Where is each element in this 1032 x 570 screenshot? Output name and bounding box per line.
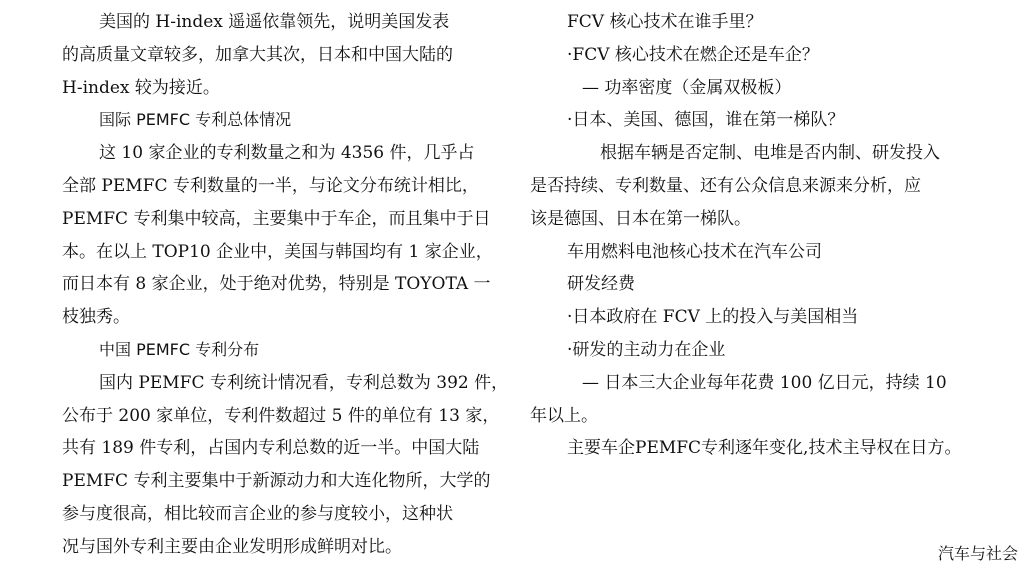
bullet-item: ·日本、美国、德国，谁在第一梯队？ bbox=[567, 110, 845, 131]
paragraph-line: PEMFC 专利集中较高，主要集中于车企，而且集中于日 bbox=[62, 208, 491, 229]
paragraph-line: 参与度很高，相比较而言企业的参与度较小，这种状 bbox=[62, 503, 453, 524]
paragraph-line: 车用燃料电池核心技术在汽车公司 bbox=[567, 241, 822, 262]
paragraph-line: 研发经费 bbox=[567, 274, 635, 295]
sub-bullet-item: — 功率密度（金属双极板） bbox=[582, 77, 792, 98]
paragraph-line: 是否持续、专利数量、还有公众信息来源来分析，应 bbox=[530, 175, 921, 196]
paragraph-line: 枝独秀。 bbox=[62, 307, 130, 328]
paragraph-line: 年以上。 bbox=[530, 405, 598, 426]
right-text-column bbox=[530, 6, 970, 465]
paragraph-line: 的高质量文章较多，加拿大其次，日本和中国大陆的 bbox=[62, 44, 453, 65]
bullet-item: ·日本政府在 FCV 上的投入与美国相当 bbox=[567, 307, 859, 328]
paragraph-line: 本。在以上 TOP10 企业中，美国与韩国均有 1 家企业， bbox=[62, 241, 493, 262]
watermark-label: 汽车与社会 bbox=[937, 544, 1018, 563]
paragraph-line: PEMFC 专利主要集中于新源动力和大连化物所，大学的 bbox=[62, 471, 491, 492]
section-question-line: FCV 核心技术在谁手里？ bbox=[567, 12, 763, 32]
section-heading-international-patents: 国际 PEMFC 专利总体情况 bbox=[99, 110, 292, 130]
bullet-item: ·FCV 核心技术在燃企还是车企？ bbox=[567, 44, 819, 65]
paragraph-line: 而日本有 8 家企业，处于绝对优势，特别是 TOYOTA 一 bbox=[62, 274, 491, 295]
paragraph-line: 这 10 家企业的专利数量之和为 4356 件，几乎占 bbox=[99, 143, 475, 164]
paragraph-line: 根据车辆是否定制、电堆是否内制、研发投入 bbox=[600, 143, 940, 164]
paragraph-line: 主要车企PEMFC专利逐年变化,技术主导权在日方。 bbox=[567, 438, 962, 459]
paragraph-line: 国内 PEMFC 专利统计情况看，专利总数为 392 件， bbox=[99, 372, 509, 393]
sub-bullet-item: — 日本三大企业每年花费 100 亿日元，持续 10 bbox=[582, 372, 947, 393]
paragraph-line: 公布于 200 家单位，专利件数超过 5 件的单位有 13 家， bbox=[62, 405, 500, 426]
paragraph-line: 美国的 H-index 遥遥依靠领先，说明美国发表 bbox=[99, 12, 450, 32]
left-text-column bbox=[62, 6, 509, 564]
paragraph-line: 况与国外专利主要由企业发明形成鲜明对比。 bbox=[62, 536, 402, 557]
paragraph-line: 共有 189 件专利，占国内专利总数的近一半。中国大陆 bbox=[62, 438, 480, 459]
paragraph-line: 该是德国、日本在第一梯队。 bbox=[530, 208, 751, 229]
section-heading-china-patents: 中国 PEMFC 专利分布 bbox=[99, 339, 260, 359]
paragraph-line: H-index 较为接近。 bbox=[62, 77, 220, 98]
paragraph-line: 全部 PEMFC 专利数量的一半，与论文分布统计相比， bbox=[62, 175, 479, 196]
bullet-item: ·研发的主动力在企业 bbox=[567, 339, 726, 360]
